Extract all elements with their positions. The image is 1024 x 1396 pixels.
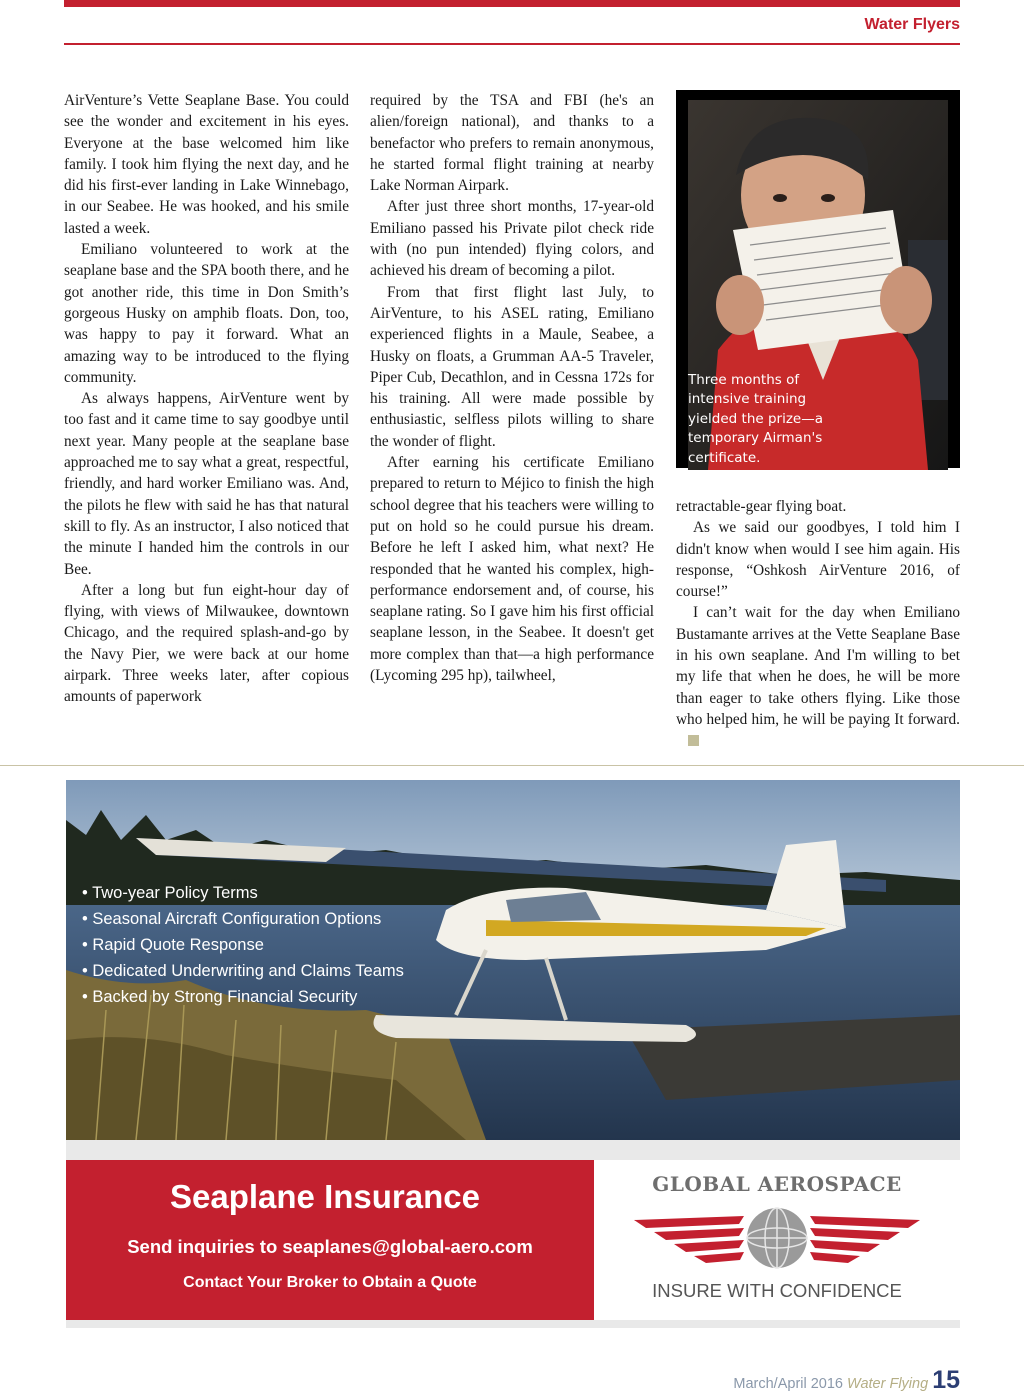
ad-bullet: • Two-year Policy Terms: [82, 880, 404, 906]
paragraph: [676, 602, 960, 751]
magazine-name: Water Flying: [847, 1376, 929, 1392]
photo-caption: Three months of intensive training yielded the prize—a temporary Airman's certificate.: [688, 371, 824, 466]
header-rule: [64, 43, 960, 45]
brand-name: GLOBAL AEROSPACE: [652, 1172, 902, 1196]
page-number: 15: [932, 1366, 960, 1394]
article-column-2: [370, 90, 654, 686]
ad-inquiry-text[interactable]: Send inquiries to seaplanes@global-aero.com: [127, 1236, 533, 1257]
ad-bullet-list: [82, 880, 404, 1010]
paragraph: As we said our goodbyes, I told him I didn't know when would I see him again. His response, “Oshkosh AirVenture 2016, of course!”: [676, 519, 960, 601]
ad-red-panel: [66, 1160, 594, 1320]
issue-date: March/April 2016: [733, 1376, 843, 1392]
ad-headline: Seaplane Insurance: [170, 1178, 480, 1215]
seaplane-photo: [66, 780, 960, 1140]
paragraph: From that first flight last July, to AirVenture, to his ASEL rating, Emiliano experienced flights in a Maule, Seabee, a Husky on floats, a Grumman AA-5 Traveler, Piper Cub, Decathlon, and in Cessna 172s for his training. All were made possible by enthusiastic, selfless pilots willing to share the wonder of flight.: [370, 283, 654, 450]
ad-broker-text: Contact Your Broker to Obtain a Quote: [183, 1274, 477, 1291]
paragraph: retractable-gear flying boat.: [676, 498, 847, 515]
ad-bullet: • Backed by Strong Financial Security: [82, 984, 404, 1010]
article-column-3: [676, 496, 960, 752]
paragraph: After just three short months, 17-year-old Emiliano passed his Private pilot check ride with (no pun intended) flying colors, and achieved his dream of becoming a pilot.: [370, 198, 654, 280]
winged-globe-icon: [594, 1198, 960, 1278]
global-aerospace-logo: [594, 1160, 960, 1320]
article-column-1: [64, 90, 349, 708]
paragraph-text: I can’t wait for the day when Emiliano Bustamante arrives at the Vette Seaplane Base in his own seaplane. And I'm willing to bet my life that when he does, he will be more than eager to take others flying. Like those who helped him, he will be paying It forward.: [676, 604, 960, 728]
ad-tagline: INSURE WITH CONFIDENCE: [652, 1280, 902, 1301]
ad-bullet: • Rapid Quote Response: [82, 932, 404, 958]
paragraph: As always happens, AirVenture went by too fast and it came time to say goodbye until next year. Many people at the seaplane base approached me to say what a great, respectful, friendly, and hard worker Emiliano was. And, the pilots he flew with said he has that natural skill to fly. As an instructor, I also noticed that the minute I handed him the controls in our Bee.: [64, 390, 349, 578]
top-color-bar: [64, 0, 960, 7]
paragraph: AirVenture’s Vette Seaplane Base. You could see the wonder and excitement in his eyes. Everyone at the base welcomed him like family. I took him flying the next day, and he did his first-ever landing in Lake Winnebago, in our Seabee. He was hooked, and his smile lasted a week.: [64, 92, 349, 237]
end-of-article-mark: [688, 735, 699, 746]
insurance-advertisement[interactable]: [66, 780, 960, 1328]
ad-divider-rule: [0, 765, 1024, 766]
certificate-photo: [676, 90, 960, 468]
ad-bullet: • Dedicated Underwriting and Claims Teams: [82, 958, 404, 984]
paragraph: Emiliano volunteered to work at the seaplane base and the SPA booth there, and he got another ride, this time in Don Smith’s gorgeous Husky on amphib floats. Don, too, was happy to pay it forward. What an amazing way to be introduced to the flying community.: [64, 241, 349, 386]
paragraph: required by the TSA and FBI (he's an alien/foreign national), and thanks to a benefactor who prefers to remain anonymous, he started formal flight training at nearby Lake Norman Airpark.: [370, 92, 654, 195]
ad-bullet: • Seasonal Aircraft Configuration Options: [82, 906, 404, 932]
section-title: Water Flyers: [864, 16, 960, 33]
paragraph: After a long but fun eight-hour day of flying, with views of Milwaukee, downtown Chicago, and the required splash-and-go by the Navy Pier, we were back at our home airpark. Three weeks later, after copious amounts of paperwork: [64, 581, 349, 706]
paragraph: After earning his certificate Emiliano prepared to return to Méjico to finish the high school degree that his teachers were willing to put on hold so he could pursue his dream. Before he left I asked him, what next? He responded that he wanted his complex, high-performance endorsement and, of course, his seaplane rating. So I gave him his first official seaplane lesson, in the Seabee. It doesn't get more complex than that—a high performance (Lycoming 295 hp), tailwheel,: [370, 454, 654, 685]
